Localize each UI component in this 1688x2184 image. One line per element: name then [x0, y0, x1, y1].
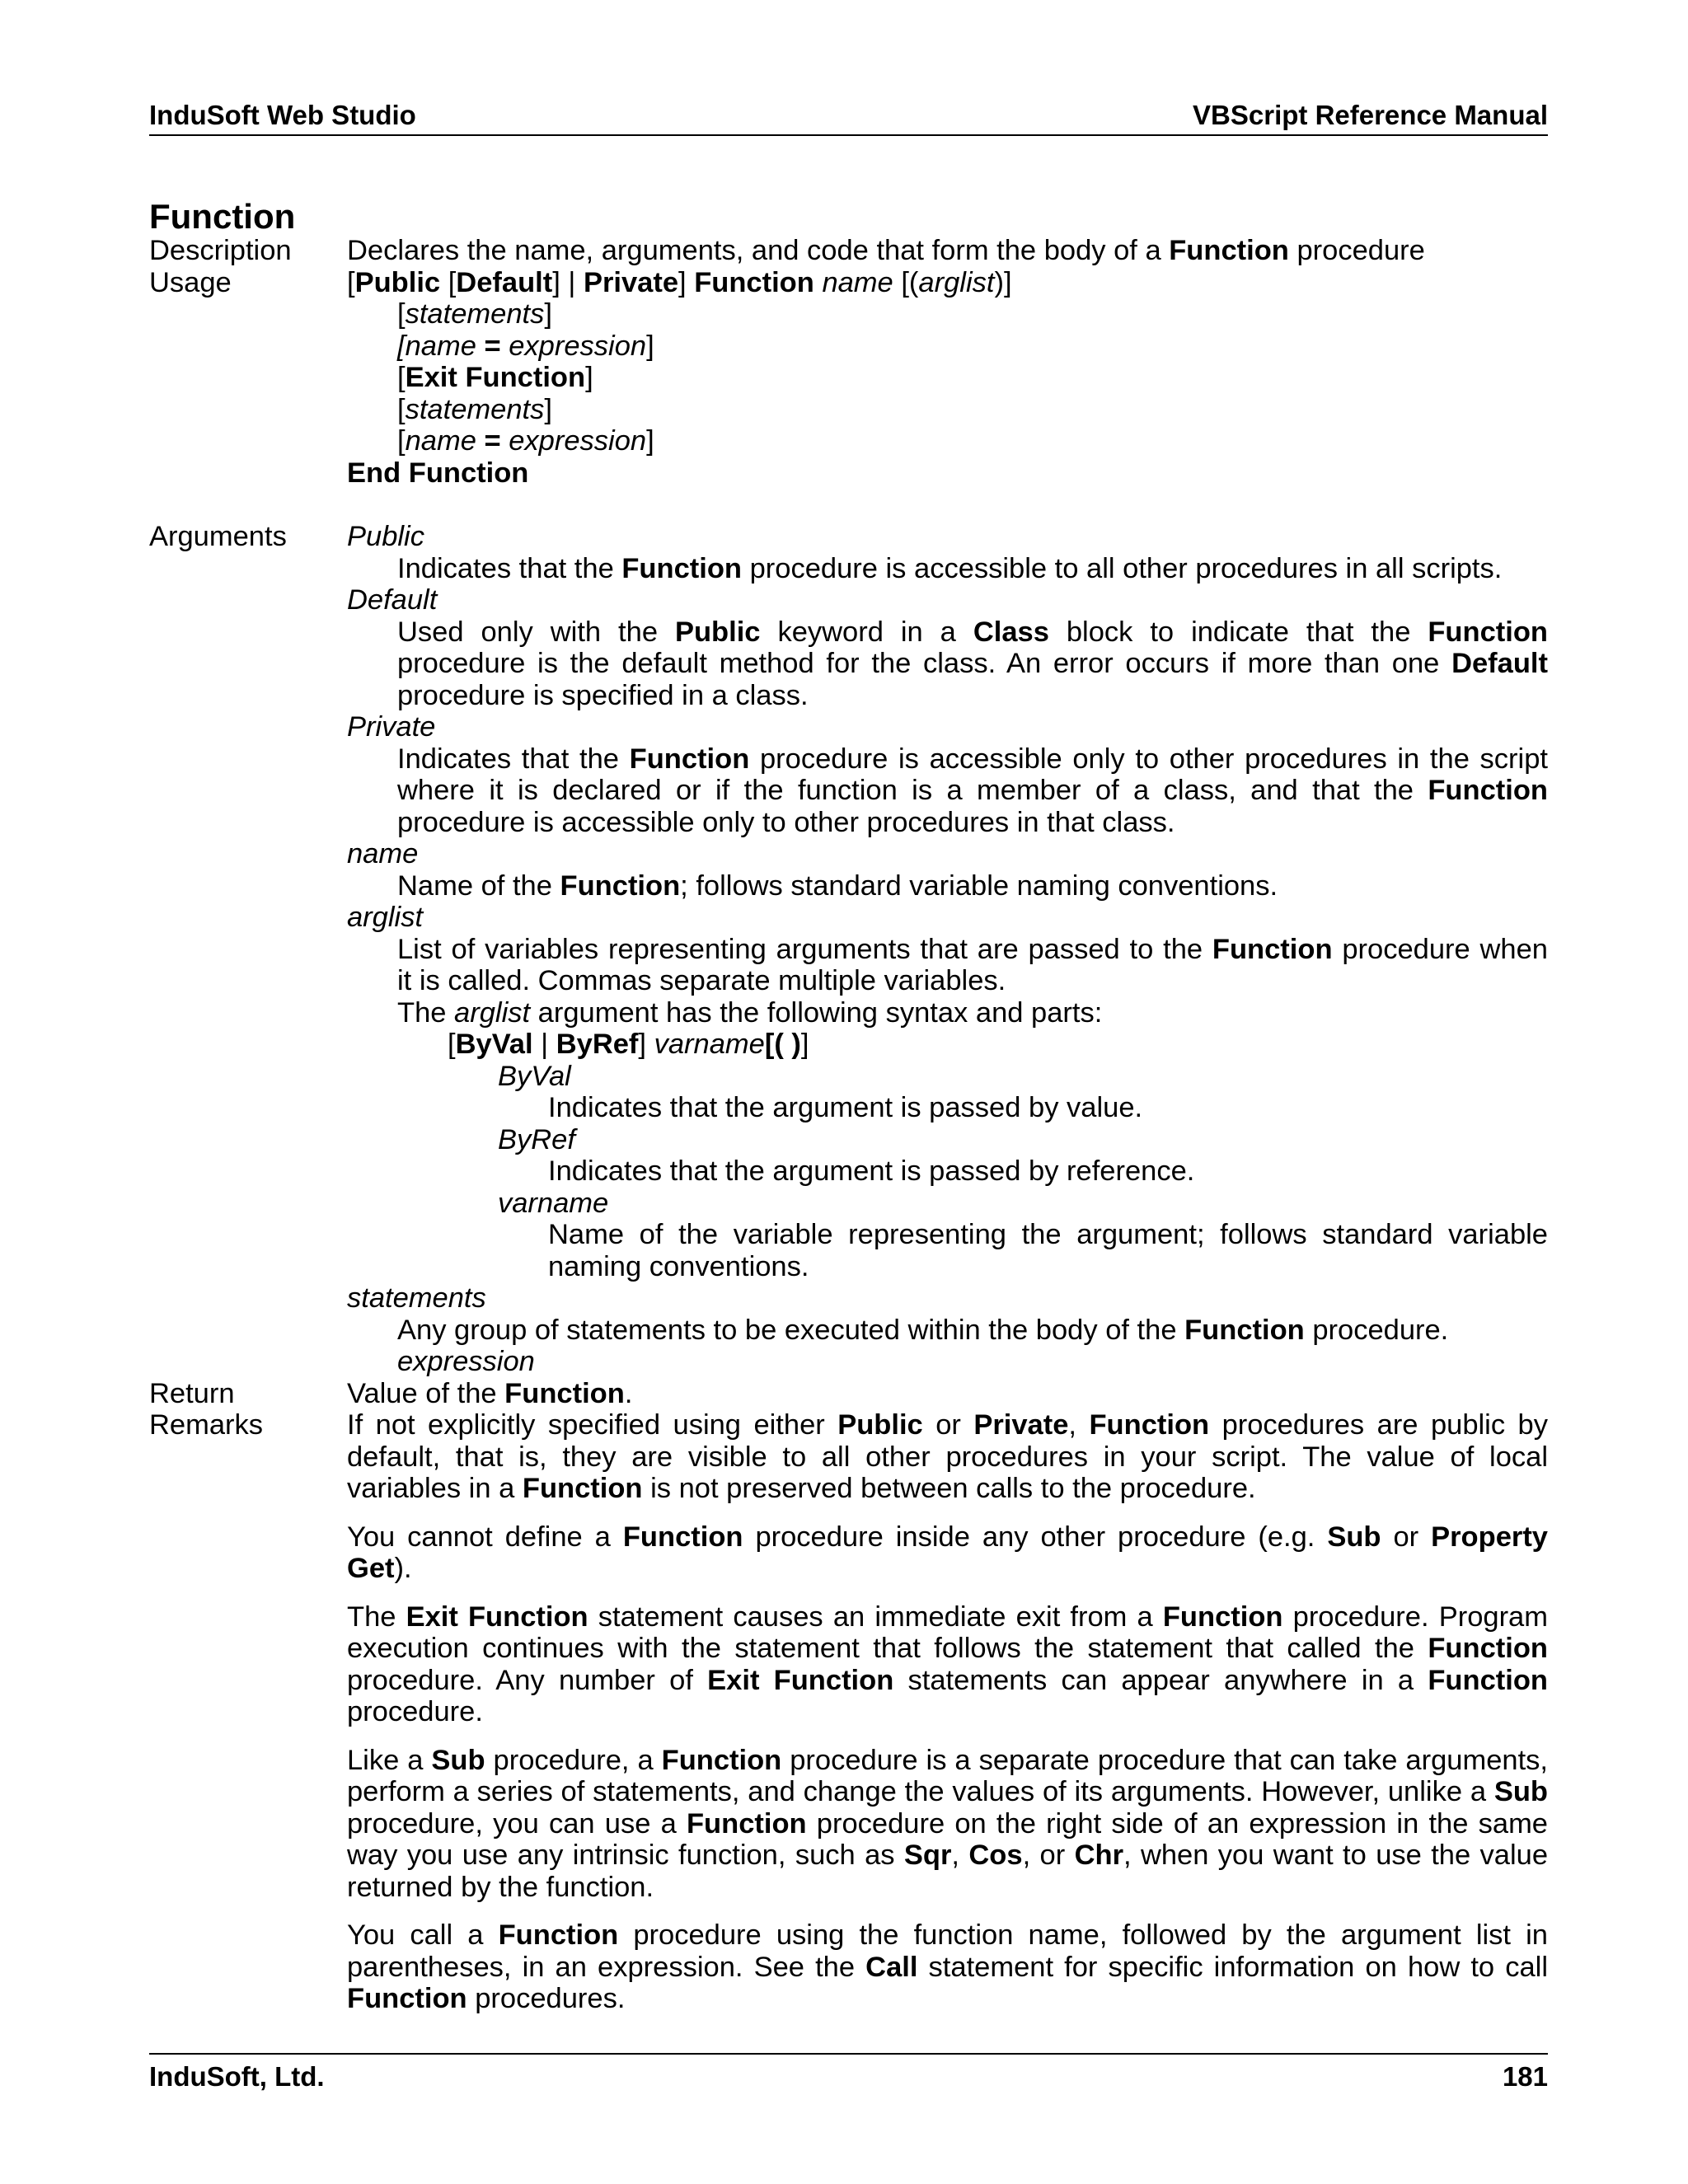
- arguments-section: [149, 521, 1548, 1378]
- argument-definition: [347, 1219, 1548, 1282]
- parameter: name: [405, 425, 485, 457]
- text-run: )]: [994, 266, 1012, 298]
- keyword: Function: [1162, 1601, 1283, 1633]
- text-run: ]: [678, 266, 695, 298]
- text-run: Indicates that the argument is passed by value.: [548, 1092, 1143, 1123]
- return-text: [347, 1378, 1548, 1410]
- header-product-name: InduSoft Web Studio: [149, 100, 416, 130]
- parameter: varname: [654, 1029, 765, 1060]
- argument-term: [347, 521, 1548, 553]
- keyword: End Function: [347, 457, 529, 489]
- argument-definition: [347, 1092, 1548, 1124]
- keyword: Function: [661, 1744, 782, 1776]
- text-run: , when you want to use the value returned by the function.: [347, 1840, 1549, 1903]
- keyword: Sub: [1327, 1521, 1381, 1553]
- syntax-line: [347, 1029, 1548, 1061]
- parameter: name: [347, 838, 419, 869]
- parameter: statements: [347, 1282, 486, 1314]
- argument-definition: [347, 743, 1548, 839]
- text-run: argument has the following syntax and parts:: [530, 996, 1103, 1029]
- text-run: ]: [646, 330, 654, 362]
- keyword: Function: [1428, 775, 1548, 806]
- header-manual-title: VBScript Reference Manual: [1193, 100, 1548, 130]
- parameter: ByVal: [498, 1060, 571, 1092]
- keyword: ByVal: [455, 1029, 533, 1060]
- text-run: |: [532, 1029, 556, 1060]
- description-section: [149, 235, 1548, 267]
- keyword: Default: [456, 266, 553, 298]
- parameter: expression: [500, 425, 647, 457]
- arguments-label: Arguments: [149, 521, 287, 552]
- syntax-line: [347, 298, 1548, 330]
- parameter: statements: [405, 298, 545, 330]
- text-run: [: [347, 266, 355, 298]
- text-run: procedure.: [1304, 1314, 1449, 1346]
- keyword: Cos: [968, 1840, 1023, 1871]
- text-run: procedure, a: [485, 1744, 662, 1776]
- remarks-body: [347, 1409, 1548, 2015]
- text-run: ,: [1068, 1409, 1090, 1441]
- text-run: The: [347, 1601, 406, 1633]
- keyword: Sqr: [903, 1840, 952, 1871]
- page-title: Function: [149, 197, 296, 236]
- text-run: Used only with the: [397, 616, 675, 648]
- argument-term: [347, 1188, 1548, 1220]
- syntax-line: [347, 267, 1548, 299]
- text-run: statement causes an immediate exit from a: [588, 1601, 1163, 1633]
- text-run: If not explicitly specified using either: [347, 1409, 838, 1441]
- argument-definition: [347, 934, 1548, 997]
- text-run: procedure when it is called. Commas separate multiple variables.: [397, 933, 1548, 996]
- text-run: [(: [893, 266, 919, 298]
- argument-definition: [347, 553, 1548, 585]
- text-run: procedures are public by default, that is, they are visible to all other procedures in your script. The value of local variables in a: [347, 1409, 1548, 1504]
- remarks-paragraph: [347, 1919, 1548, 2015]
- keyword: Function: [1089, 1409, 1210, 1441]
- keyword: Class: [973, 616, 1049, 648]
- text-run: statement for specific information on how to call: [917, 1951, 1549, 1983]
- keyword: Function: [1184, 1314, 1305, 1346]
- text-run: ]: [544, 393, 552, 425]
- text-run: procedure is accessible to all other procedures in all scripts.: [742, 552, 1503, 584]
- argument-term: [347, 1346, 1548, 1378]
- parameter: Private: [347, 711, 436, 743]
- return-label: Return: [149, 1377, 235, 1409]
- text-run: Any group of statements to be executed within the body of the: [397, 1314, 1185, 1346]
- page-header: [149, 97, 1548, 136]
- keyword: Public: [837, 1409, 923, 1441]
- remarks-paragraph: [347, 1521, 1548, 1585]
- text-run: You cannot define a: [347, 1521, 623, 1553]
- keyword: Private: [583, 266, 679, 298]
- keyword: Sub: [431, 1744, 485, 1776]
- keyword: Function: [560, 869, 681, 902]
- keyword: Function: [694, 266, 814, 298]
- text-run: The: [397, 996, 455, 1029]
- keyword: Function: [629, 743, 750, 775]
- page-number: 181: [1502, 2061, 1548, 2092]
- keyword: Function: [498, 1919, 619, 1951]
- keyword: Function: [504, 1377, 625, 1409]
- argument-term: [347, 902, 1548, 934]
- keyword: Call: [865, 1951, 918, 1983]
- text-run: procedure is specified in a class.: [397, 679, 809, 711]
- text-run: ; follows standard variable naming conventions.: [680, 869, 1278, 902]
- text-run: Indicates that the argument is passed by reference.: [548, 1155, 1195, 1187]
- argument-definition: [347, 1155, 1548, 1188]
- reference-entry: [149, 235, 1548, 2015]
- parameter: expression: [500, 330, 647, 362]
- section-spacer: [149, 489, 1548, 521]
- keyword: Public: [354, 266, 441, 298]
- parameter: arglist: [454, 996, 531, 1029]
- remarks-label: Remarks: [149, 1409, 264, 1441]
- text-run: ]: [585, 362, 593, 393]
- argument-term: [347, 838, 1548, 870]
- text-run: procedure. Program execution continues with the statement that follows the statement that called the: [347, 1601, 1548, 1664]
- return-section: [149, 1378, 1548, 1410]
- usage-syntax: [347, 267, 1548, 490]
- page-footer: [149, 2053, 1548, 2096]
- text-run: Declares the name, arguments, and code that form the body of a: [347, 235, 1170, 266]
- text-run: procedure.: [347, 1696, 483, 1727]
- description-label: Description: [149, 235, 292, 266]
- keyword: Function: [621, 552, 742, 584]
- keyword: Function: [686, 1807, 807, 1840]
- text-run: List of variables representing arguments that are passed to the: [397, 933, 1212, 965]
- text-run: procedure inside any other procedure (e.g.: [743, 1521, 1328, 1553]
- text-run: Value of the: [347, 1377, 505, 1409]
- text-run: ).: [394, 1553, 412, 1584]
- syntax-line: [347, 362, 1548, 394]
- parameter: Public: [347, 521, 424, 552]
- text-run: ] |: [552, 266, 584, 298]
- argument-term: [347, 1124, 1548, 1156]
- text-run: [: [440, 266, 457, 298]
- keyword: Function: [1428, 1664, 1548, 1696]
- argument-definition: [347, 870, 1548, 902]
- keyword: Property Get: [347, 1521, 1548, 1584]
- keyword: Function: [622, 1521, 743, 1553]
- text-run: [: [397, 298, 406, 330]
- text-run: procedure is the default method for the class. An error occurs if more than one: [397, 648, 1452, 679]
- argument-term: [347, 711, 1548, 743]
- syntax-line: [347, 330, 1548, 363]
- keyword: Function: [1428, 616, 1548, 648]
- keyword: Sub: [1493, 1776, 1548, 1807]
- text-run: procedure is a separate procedure that can take arguments, perform a series of statements, and change the values of its arguments. However, unlike a: [347, 1744, 1548, 1807]
- keyword: Chr: [1074, 1840, 1123, 1871]
- text-run: [: [397, 393, 406, 425]
- parameter: name: [822, 266, 893, 298]
- remarks-paragraph: [347, 1601, 1548, 1728]
- argument-definition: [347, 997, 1548, 1029]
- keyword: Exit Function: [406, 1601, 588, 1633]
- text-run: Name of the variable representing the argument; follows standard variable naming conventions.: [548, 1219, 1548, 1282]
- text-run: procedure using the function name, followed by the argument list in parentheses, in an expression. See the: [347, 1919, 1548, 1983]
- parameter: [name: [397, 330, 485, 362]
- text-run: , or: [1022, 1840, 1075, 1871]
- text-run: [814, 267, 823, 298]
- text-run: [: [448, 1029, 456, 1060]
- text-run: statements can appear anywhere in a: [893, 1664, 1428, 1696]
- keyword: Function: [522, 1473, 643, 1504]
- argument-term: [347, 584, 1548, 616]
- text-run: ]: [544, 298, 552, 330]
- text-run: You call a: [347, 1919, 499, 1951]
- keyword: Exit Function: [707, 1664, 894, 1696]
- text-run: Indicates that the: [397, 552, 622, 584]
- keyword: Function: [1428, 1633, 1548, 1664]
- usage-label: Usage: [149, 266, 232, 298]
- keyword: =: [484, 330, 501, 362]
- text-run: keyword in a: [760, 616, 973, 648]
- keyword: Function: [1212, 933, 1333, 965]
- text-run: procedure is accessible only to other procedures in that class.: [397, 806, 1175, 838]
- keyword: Default: [1451, 648, 1548, 679]
- keyword: ByRef: [556, 1029, 639, 1060]
- text-run: ,: [951, 1840, 969, 1871]
- parameter: varname: [498, 1187, 609, 1219]
- text-run: procedures.: [467, 1983, 626, 2014]
- text-run: Indicates that the: [397, 743, 630, 775]
- keyword: =: [484, 425, 501, 457]
- syntax-line: [347, 394, 1548, 426]
- remarks-paragraph: [347, 1745, 1548, 1904]
- text-run: procedure is accessible only to other procedures in the script where it is declared or if the function is a member of a class, and that the: [397, 743, 1548, 806]
- keyword: Public: [674, 616, 761, 648]
- text-run: ]: [638, 1029, 654, 1060]
- remarks-section: [149, 1409, 1548, 2015]
- footer-company: InduSoft, Ltd.: [149, 2061, 325, 2092]
- parameter: Default: [347, 584, 438, 616]
- argument-term: [347, 1061, 1548, 1093]
- argument-definition: [347, 616, 1548, 712]
- text-run: .: [624, 1377, 633, 1409]
- description-text: [347, 235, 1548, 267]
- remarks-paragraph: [347, 1409, 1548, 1505]
- text-run: procedure: [1288, 235, 1425, 266]
- parameter: expression: [397, 1346, 535, 1377]
- keyword: Function: [347, 1983, 467, 2014]
- text-run: Like a: [347, 1744, 432, 1776]
- parameter: arglist: [918, 266, 995, 298]
- text-run: [: [397, 425, 406, 457]
- argument-definition: [347, 1315, 1548, 1347]
- text-run: [: [397, 362, 406, 393]
- text-run: procedure on the right side of an expression in the same way you use any intrinsic function, such as: [347, 1807, 1548, 1871]
- arguments-list: [347, 521, 1548, 1378]
- text-run: block to indicate that the: [1048, 616, 1428, 648]
- text-run: Name of the: [397, 869, 560, 902]
- syntax-line: [347, 457, 1548, 490]
- text-run: is not preserved between calls to the procedure.: [642, 1473, 1256, 1504]
- text-run: procedure. Any number of: [347, 1664, 708, 1696]
- parameter: arglist: [347, 902, 424, 933]
- keyword: [( ): [764, 1029, 801, 1060]
- text-run: procedure, you can use a: [347, 1807, 687, 1840]
- usage-section: [149, 267, 1548, 490]
- argument-term: [347, 1282, 1548, 1315]
- text-run: or: [1381, 1521, 1432, 1553]
- text-run: or: [922, 1409, 974, 1441]
- parameter: statements: [405, 393, 545, 425]
- keyword: Exit Function: [405, 362, 586, 393]
- text-run: ]: [800, 1029, 809, 1060]
- keyword: Function: [1169, 235, 1289, 266]
- syntax-line: [347, 425, 1548, 457]
- keyword: Private: [973, 1409, 1069, 1441]
- parameter: ByRef: [498, 1123, 575, 1155]
- text-run: ]: [646, 425, 654, 457]
